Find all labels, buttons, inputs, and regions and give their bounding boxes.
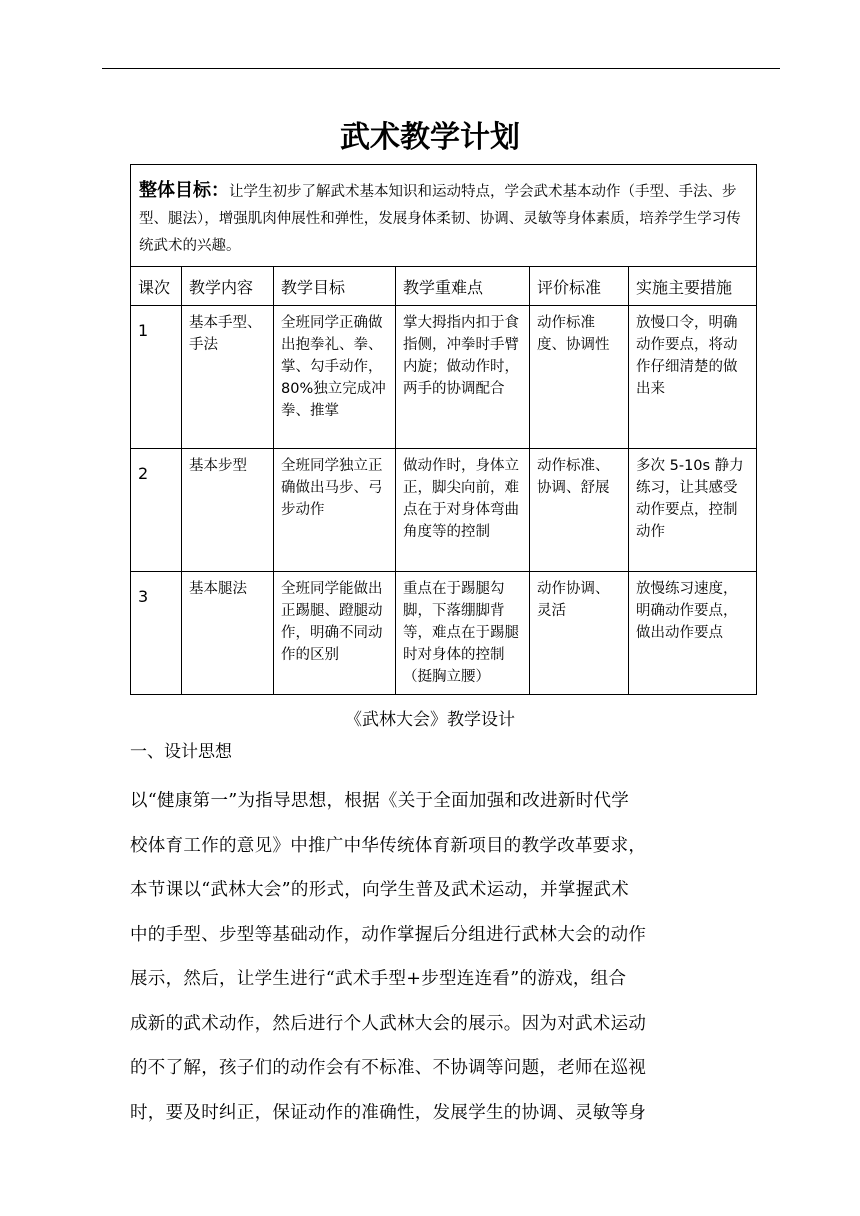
- cell-measures: 放慢练习速度，明确动作要点，做出动作要点: [629, 572, 757, 695]
- cell-content: 基本步型: [182, 449, 274, 572]
- paragraph-line: 本节课以“武林大会”的形式，向学生普及武术运动，并掌握武术: [130, 880, 630, 900]
- header-rule: [102, 68, 780, 69]
- cell-objective: 全班同学能做出正踢腿、蹬腿动作，明确不同动作的区别: [274, 572, 396, 695]
- cell-measures: 多次 5-10s 静力练习，让其感受动作要点，控制动作: [629, 449, 757, 572]
- paragraph-line: 以“健康第一”为指导思想，根据《关于全面加强和改进新时代学: [130, 791, 630, 811]
- paragraph-line: 展示，然后，让学生进行“武术手型+步型连连看”的游戏，组合: [130, 969, 627, 989]
- cell-evaluation: 动作协调、灵活: [530, 572, 629, 695]
- cell-key-points: 重点在于踢腿勾脚，下落绷脚背等，难点在于踢腿时对身体的控制（挺胸立腰）: [396, 572, 530, 695]
- design-paragraph: [130, 779, 730, 1135]
- section-heading: 一、设计思想: [130, 742, 232, 762]
- header-evaluation: 评价标准: [530, 267, 629, 306]
- header-key-points: 教学重难点: [396, 267, 530, 306]
- paragraph-line: 成新的武术动作，然后进行个人武林大会的展示。因为对武术运动: [130, 1013, 647, 1034]
- header-content: 教学内容: [182, 267, 274, 306]
- paragraph-line: 中的手型、步型等基础动作，动作掌握后分组进行武林大会的动作: [130, 924, 647, 945]
- overall-goal-text: 让学生初步了解武术基本知识和运动特点，学会武术基本动作（手型、手法、步型、腿法），增强肌肉伸展性和弹性，发展身体柔韧、协调、灵敏等身体素质，培养学生学习传统武术的兴趣。: [139, 184, 741, 254]
- cell-evaluation: 动作标准度、协调性: [530, 306, 629, 449]
- cell-content: 基本腿法: [182, 572, 274, 695]
- document-title: 武术教学计划: [340, 120, 520, 155]
- paragraph-line: 时，要及时纠正，保证动作的准确性，发展学生的协调、灵敏等身: [130, 1102, 647, 1123]
- paragraph-line: 校体育工作的意见》中推广中华传统体育新项目的教学改革要求，: [130, 835, 647, 856]
- cell-key-points: 掌大拇指内扣于食指侧，冲拳时手臂内旋；做动作时，两手的协调配合: [396, 306, 530, 449]
- header-objective: 教学目标: [274, 267, 396, 306]
- cell-lesson-no: 1: [131, 306, 182, 449]
- teaching-plan-table: [130, 164, 757, 695]
- table-row: [131, 572, 757, 695]
- table-row: [131, 306, 757, 449]
- cell-measures: 放慢口令，明确动作要点，将动作仔细清楚的做出来: [629, 306, 757, 449]
- design-subtitle: 《武林大会》教学设计: [345, 710, 515, 730]
- cell-key-points: 做动作时，身体立正，脚尖向前，难点在于对身体弯曲角度等的控制: [396, 449, 530, 572]
- header-lesson-no: 课次: [131, 267, 182, 306]
- overall-goal-cell: [131, 165, 757, 267]
- overall-goal-label: 整体目标：: [139, 180, 229, 201]
- table-row: [131, 449, 757, 572]
- cell-evaluation: 动作标准、协调、舒展: [530, 449, 629, 572]
- header-measures: 实施主要措施: [629, 267, 757, 306]
- table-header-row: [131, 267, 757, 306]
- cell-lesson-no: 3: [131, 572, 182, 695]
- cell-objective: 全班同学独立正确做出马步、弓步动作: [274, 449, 396, 572]
- cell-lesson-no: 2: [131, 449, 182, 572]
- cell-content: 基本手型、手法: [182, 306, 274, 449]
- cell-objective: 全班同学正确做出抱拳礼、拳、掌、勾手动作，80%独立完成冲拳、推掌: [274, 306, 396, 449]
- paragraph-line: 的不了解，孩子们的动作会有不标准、不协调等问题，老师在巡视: [130, 1058, 647, 1078]
